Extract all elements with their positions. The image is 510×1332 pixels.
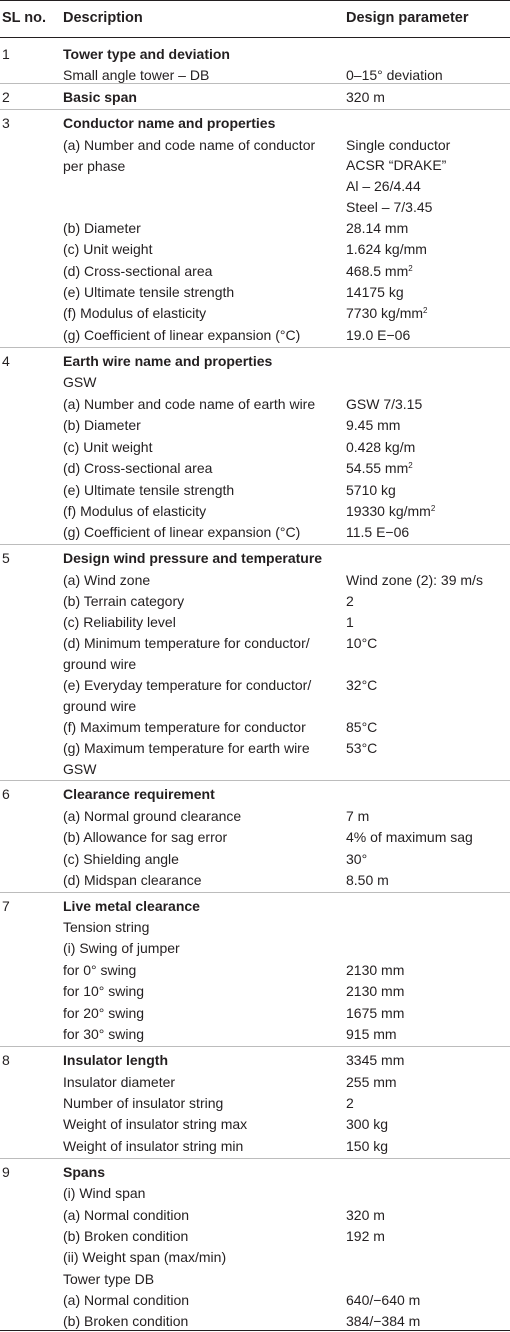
description-cell: Design wind pressure and temperature (63, 550, 323, 566)
description-cell: GSW (63, 374, 97, 390)
sl-no-cell: 8 (2, 1052, 10, 1068)
header-design-parameter: Design parameter (346, 10, 469, 26)
description-cell: (f) Modulus of elasticity (63, 305, 207, 321)
design-parameter-cell: 320 m (346, 1207, 385, 1223)
design-parameter-cell: 28.14 mm (346, 220, 409, 236)
design-parameter-cell: 19330 $kg/mm^2$ (346, 503, 436, 519)
design-parameter-cell: 1675 mm (346, 1005, 405, 1021)
design-parameter-cell: 320 m (346, 89, 385, 105)
description-cell: for 0° swing (63, 962, 137, 978)
sl-no-cell: 2 (2, 89, 10, 105)
description-cell: (d) Cross-sectional area (63, 263, 213, 279)
design-parameter-cell: 0.428 kg/m (346, 439, 416, 455)
description-cell: Number of insulator string (63, 1095, 224, 1111)
description-cell: Tension string (63, 919, 150, 935)
description-cell: for 20° swing (63, 1005, 145, 1021)
description-cell: for 10° swing (63, 983, 145, 999)
design-parameter-cell: GSW 7/3.15 (346, 396, 423, 412)
design-parameter-cell: Al – 26/4.44 (346, 178, 421, 194)
description-cell: (a) Wind zone (63, 572, 151, 588)
header-description: Description (63, 10, 143, 26)
description-cell: (b) Broken condition (63, 1228, 189, 1244)
description-cell: (e) Everyday temperature for conductor/ ground wire (63, 677, 312, 714)
design-parameter-cell: 1 (346, 614, 354, 630)
row-separator (0, 780, 510, 781)
design-parameter-cell: 85°C (346, 719, 378, 735)
design-parameter-cell: 2130 mm (346, 983, 405, 999)
design-parameter-cell: 1.624 kg/mm (346, 241, 427, 257)
row-separator (0, 109, 510, 110)
description-cell: Insulator diameter (63, 1074, 176, 1090)
design-parameter-cell: 4% of maximum sag (346, 829, 473, 845)
design-parameter-cell: 54.55 $mm^2$ (346, 460, 413, 476)
description-cell: (c) Reliability level (63, 614, 176, 630)
design-parameter-cell: 915 mm (346, 1026, 397, 1042)
design-parameter-cell: 11.5 E−06 (346, 524, 410, 540)
description-cell: (c) Unit weight (63, 241, 153, 257)
sl-no-cell: 3 (2, 115, 10, 131)
design-parameter-cell: 2 (346, 593, 354, 609)
table-header (0, 0, 510, 37)
description-cell: (a) Normal ground clearance (63, 808, 242, 824)
description-cell: Conductor name and properties (63, 115, 276, 131)
design-parameter-cell: 30° (346, 851, 368, 867)
description-cell: (d) Minimum temperature for conductor/ ground wire (63, 635, 310, 672)
design-parameter-cell: 9.45 mm (346, 417, 401, 433)
design-parameter-cell: 640/−640 m (346, 1292, 421, 1308)
description-cell: (e) Ultimate tensile strength (63, 482, 235, 498)
description-cell: (g) Maximum temperature for earth wire GSW (63, 740, 310, 777)
description-cell: Tower type DB (63, 1271, 155, 1287)
row-separator (0, 892, 510, 893)
description-cell: (c) Unit weight (63, 439, 153, 455)
sl-no-cell: 6 (2, 786, 10, 802)
design-parameter-cell: 3345 mm (346, 1052, 405, 1068)
description-cell: Tower type and deviation (63, 46, 230, 62)
design-parameter-cell: 19.0 E−06 (346, 327, 411, 343)
description-cell: Earth wire name and properties (63, 353, 273, 369)
description-cell: (b) Allowance for sag error (63, 829, 228, 845)
design-parameter-cell: 7 m (346, 808, 370, 824)
description-cell: Spans (63, 1164, 106, 1180)
design-parameter-cell: 468.5 $mm^2$ (346, 263, 413, 279)
description-cell: (f) Maximum temperature for conductor (63, 719, 306, 735)
description-cell: (f) Modulus of elasticity (63, 503, 207, 519)
design-parameter-cell: 14175 kg (346, 284, 404, 300)
description-cell: Live metal clearance (63, 898, 200, 914)
header-rule (0, 37, 510, 38)
design-parameter-cell: 10°C (346, 635, 378, 651)
design-parameter-cell: 7730 $kg/mm^2$ (346, 305, 428, 321)
design-parameter-cell: 2 (346, 1095, 354, 1111)
design-parameter-cell: 53°C (346, 740, 378, 756)
description-cell: (d) Cross-sectional area (63, 460, 213, 476)
description-cell: (b) Terrain category (63, 593, 185, 609)
description-cell: (i) Swing of jumper (63, 940, 180, 956)
description-cell: for 30° swing (63, 1026, 145, 1042)
design-parameter-cell: Wind zone (2): 39 m/s (346, 572, 483, 588)
design-parameter-cell: Steel – 7/3.45 (346, 199, 433, 215)
description-cell: (b) Diameter (63, 417, 141, 433)
design-parameter-cell: 150 kg (346, 1138, 389, 1154)
description-cell: (g) Coefficient of linear expansion (°C) (63, 524, 301, 540)
description-cell: (a) Number and code name of conductor per phase (63, 137, 316, 174)
design-parameter-cell: 255 mm (346, 1074, 397, 1090)
description-cell: Basic span (63, 89, 137, 105)
row-separator (0, 1046, 510, 1047)
sl-no-cell: 7 (2, 898, 10, 914)
design-parameter-cell: 0–15° deviation (346, 67, 443, 83)
description-cell: Weight of insulator string min (63, 1138, 244, 1154)
header-sl-no: SL no. (2, 10, 47, 26)
row-separator (0, 83, 510, 84)
design-parameter-cell: 192 m (346, 1228, 385, 1244)
description-cell: (i) Wind span (63, 1185, 146, 1201)
description-cell: Weight of insulator string max (63, 1116, 248, 1132)
description-cell: (c) Shielding angle (63, 851, 179, 867)
sl-no-cell: 1 (2, 46, 10, 62)
superscript: 2 (430, 504, 436, 513)
description-cell: (ii) Weight span (max/min) (63, 1249, 227, 1265)
design-parameter-cell: 384/−384 m (346, 1313, 421, 1329)
design-parameter-cell: 32°C (346, 677, 378, 693)
design-parameter-cell: 8.50 m (346, 872, 389, 888)
description-cell: Clearance requirement (63, 786, 215, 802)
row-separator (0, 1158, 510, 1159)
row-separator (0, 347, 510, 348)
description-cell: (g) Coefficient of linear expansion (°C) (63, 327, 301, 343)
description-cell: (e) Ultimate tensile strength (63, 284, 235, 300)
design-parameter-cell: 300 kg (346, 1116, 389, 1132)
design-parameter-cell: 2130 mm (346, 962, 405, 978)
row-separator (0, 544, 510, 545)
superscript: 2 (408, 461, 413, 470)
sl-no-cell: 9 (2, 1164, 10, 1180)
description-cell: Small angle tower – DB (63, 67, 210, 83)
superscript: 2 (423, 306, 428, 315)
description-cell: (a) Normal condition (63, 1207, 190, 1223)
superscript: 2 (408, 264, 413, 273)
design-parameter-cell: Single conductor (346, 137, 451, 153)
description-cell: Insulator length (63, 1052, 168, 1068)
sl-no-cell: 5 (2, 550, 10, 566)
description-cell: (b) Diameter (63, 220, 141, 236)
top-rule (0, 0, 510, 1)
description-cell: (b) Broken condition (63, 1313, 189, 1329)
sl-no-cell: 4 (2, 353, 10, 369)
description-cell: (a) Number and code name of earth wire (63, 396, 316, 412)
design-parameter-cell: ACSR “DRAKE” (346, 157, 447, 173)
description-cell: (a) Normal condition (63, 1292, 190, 1308)
description-cell: (d) Midspan clearance (63, 872, 202, 888)
design-parameter-cell: 5710 kg (346, 482, 396, 498)
